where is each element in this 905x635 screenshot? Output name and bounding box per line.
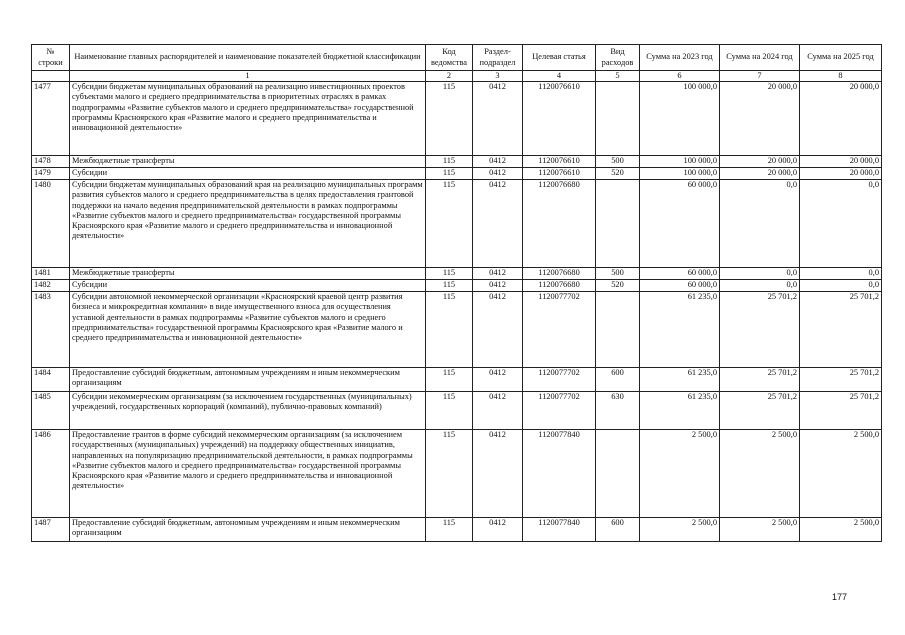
row-section: 0412 <box>473 82 523 156</box>
row-target: 1120077702 <box>523 292 596 368</box>
row-amount-2025: 0,0 <box>800 180 882 268</box>
row-name: Предоставление субсидий бюджетным, автономным учреждениям и иным некоммерческим организациям <box>70 368 426 392</box>
row-amount-2023: 2 500,0 <box>640 518 720 542</box>
row-number: 1481 <box>32 268 70 280</box>
row-amount-2025: 0,0 <box>800 268 882 280</box>
row-amount-2025: 25 701,2 <box>800 392 882 430</box>
row-amount-2023: 61 235,0 <box>640 292 720 368</box>
col-number: 2 <box>426 71 473 82</box>
row-dept: 115 <box>426 156 473 168</box>
row-number: 1487 <box>32 518 70 542</box>
header-dept: Код ведомства <box>426 45 473 71</box>
row-amount-2023: 60 000,0 <box>640 268 720 280</box>
row-exptype: 630 <box>596 392 640 430</box>
table-row <box>32 430 882 518</box>
row-target: 1120076680 <box>523 180 596 268</box>
row-dept: 115 <box>426 292 473 368</box>
table-row <box>32 156 882 168</box>
row-amount-2024: 20 000,0 <box>720 156 800 168</box>
row-exptype: 500 <box>596 156 640 168</box>
row-amount-2023: 60 000,0 <box>640 180 720 268</box>
row-section: 0412 <box>473 168 523 180</box>
row-target: 1120076610 <box>523 82 596 156</box>
row-exptype <box>596 430 640 518</box>
row-number: 1483 <box>32 292 70 368</box>
row-name: Предоставление субсидий бюджетным, автономным учреждениям и иным некоммерческим организациям <box>70 518 426 542</box>
row-exptype <box>596 292 640 368</box>
row-section: 0412 <box>473 180 523 268</box>
row-target: 1120076680 <box>523 280 596 292</box>
row-dept: 115 <box>426 392 473 430</box>
row-number: 1486 <box>32 430 70 518</box>
row-target: 1120077840 <box>523 430 596 518</box>
row-name: Межбюджетные трансферты <box>70 268 426 280</box>
row-amount-2023: 61 235,0 <box>640 392 720 430</box>
row-exptype: 520 <box>596 280 640 292</box>
header-2023: Сумма на 2023 год <box>640 45 720 71</box>
row-amount-2025: 20 000,0 <box>800 156 882 168</box>
col-number: 1 <box>70 71 426 82</box>
table-row <box>32 518 882 542</box>
row-exptype: 600 <box>596 368 640 392</box>
row-amount-2025: 20 000,0 <box>800 82 882 156</box>
row-number: 1485 <box>32 392 70 430</box>
table-row <box>32 368 882 392</box>
header-2025: Сумма на 2025 год <box>800 45 882 71</box>
row-dept: 115 <box>426 82 473 156</box>
row-amount-2023: 60 000,0 <box>640 280 720 292</box>
row-dept: 115 <box>426 268 473 280</box>
row-exptype <box>596 180 640 268</box>
col-number <box>32 71 70 82</box>
row-amount-2023: 2 500,0 <box>640 430 720 518</box>
row-amount-2024: 0,0 <box>720 280 800 292</box>
row-exptype: 600 <box>596 518 640 542</box>
row-amount-2025: 25 701,2 <box>800 292 882 368</box>
row-section: 0412 <box>473 292 523 368</box>
row-name: Субсидии автономной некоммерческой организации «Красноярский краевой центр развития бизнеса и микрокредитная компания» в виде имущественного взноса для осуществления уставной деятельности в рамках подпрограммы «Развитие субъектов малого и среднего предпринимательства» государственной программы Красноярского края «Развитие малого и среднего предпринимательства и инновационной деятельности» <box>70 292 426 368</box>
row-name: Предоставление грантов в форме субсидий некоммерческим организациям (за исключением государственных (муниципальных) учреждений) на поддержку общественных инициатив, направленных на популяризацию предпринимательской деятельности, в рамках подпрограммы «Развитие субъектов малого и среднего предпринимательства» государственной программы Красноярского края «Развитие малого и среднего предпринимательства и инновационной деятельности» <box>70 430 426 518</box>
header-num: № строки <box>32 45 70 71</box>
row-amount-2023: 100 000,0 <box>640 168 720 180</box>
header-exptype: Вид расходов <box>596 45 640 71</box>
table-row <box>32 168 882 180</box>
row-number: 1484 <box>32 368 70 392</box>
row-amount-2025: 0,0 <box>800 280 882 292</box>
row-number: 1478 <box>32 156 70 168</box>
col-number: 6 <box>640 71 720 82</box>
row-dept: 115 <box>426 368 473 392</box>
row-section: 0412 <box>473 280 523 292</box>
col-number: 7 <box>720 71 800 82</box>
row-section: 0412 <box>473 518 523 542</box>
row-name: Субсидии некоммерческим организациям (за исключением государственных (муниципальных) учреждений, государственных корпораций (компаний), публично-правовых компаний) <box>70 392 426 430</box>
row-name: Субсидии <box>70 280 426 292</box>
row-section: 0412 <box>473 430 523 518</box>
col-number: 8 <box>800 71 882 82</box>
table-row <box>32 268 882 280</box>
header-section: Раздел-подраздел <box>473 45 523 71</box>
row-amount-2023: 61 235,0 <box>640 368 720 392</box>
row-amount-2023: 100 000,0 <box>640 156 720 168</box>
header-name: Наименование главных распорядителей и наименование показателей бюджетной классификации <box>70 45 426 71</box>
row-section: 0412 <box>473 156 523 168</box>
row-amount-2024: 2 500,0 <box>720 430 800 518</box>
row-number: 1479 <box>32 168 70 180</box>
row-name: Субсидии <box>70 168 426 180</box>
row-section: 0412 <box>473 368 523 392</box>
header-target: Целевая статья <box>523 45 596 71</box>
table-row <box>32 280 882 292</box>
row-target: 1120076610 <box>523 156 596 168</box>
row-amount-2024: 20 000,0 <box>720 168 800 180</box>
row-amount-2025: 2 500,0 <box>800 518 882 542</box>
table-row <box>32 392 882 430</box>
row-dept: 115 <box>426 518 473 542</box>
row-dept: 115 <box>426 168 473 180</box>
row-section: 0412 <box>473 392 523 430</box>
col-number: 5 <box>596 71 640 82</box>
row-amount-2025: 25 701,2 <box>800 368 882 392</box>
row-amount-2023: 100 000,0 <box>640 82 720 156</box>
row-amount-2025: 2 500,0 <box>800 430 882 518</box>
header-row <box>32 45 882 71</box>
row-dept: 115 <box>426 180 473 268</box>
col-number: 4 <box>523 71 596 82</box>
row-section: 0412 <box>473 268 523 280</box>
row-target: 1120077702 <box>523 392 596 430</box>
row-target: 1120076610 <box>523 168 596 180</box>
row-exptype: 500 <box>596 268 640 280</box>
row-number: 1482 <box>32 280 70 292</box>
row-exptype: 520 <box>596 168 640 180</box>
row-target: 1120077840 <box>523 518 596 542</box>
row-amount-2024: 20 000,0 <box>720 82 800 156</box>
table-body <box>32 82 882 542</box>
budget-table <box>31 44 882 542</box>
header-2024: Сумма на 2024 год <box>720 45 800 71</box>
row-name: Межбюджетные трансферты <box>70 156 426 168</box>
row-exptype <box>596 82 640 156</box>
row-number: 1477 <box>32 82 70 156</box>
table-row <box>32 292 882 368</box>
table-header <box>32 45 882 82</box>
col-number: 3 <box>473 71 523 82</box>
row-target: 1120077702 <box>523 368 596 392</box>
row-amount-2025: 20 000,0 <box>800 168 882 180</box>
table-row <box>32 82 882 156</box>
row-dept: 115 <box>426 280 473 292</box>
row-dept: 115 <box>426 430 473 518</box>
page-number: 177 <box>831 592 847 602</box>
row-amount-2024: 25 701,2 <box>720 292 800 368</box>
row-name: Субсидии бюджетам муниципальных образований края на реализацию муниципальных программ развития субъектов малого и среднего предпринимательства в целях предоставления грантовой поддержки на начало ведения предпринимательской деятельности в рамках подпрограммы «Развитие субъектов малого и среднего предпринимательства» государственной программы Красноярского края «Развитие малого и среднего предпринимательства и инновационной деятельности» <box>70 180 426 268</box>
row-amount-2024: 2 500,0 <box>720 518 800 542</box>
row-amount-2024: 25 701,2 <box>720 392 800 430</box>
row-amount-2024: 0,0 <box>720 268 800 280</box>
row-amount-2024: 0,0 <box>720 180 800 268</box>
row-amount-2024: 25 701,2 <box>720 368 800 392</box>
row-number: 1480 <box>32 180 70 268</box>
row-name: Субсидии бюджетам муниципальных образований на реализацию инвестиционных проектов субъектами малого и среднего предпринимательства в приоритетных отраслях в рамках подпрограммы «Развитие субъектов малого и среднего предпринимательства» государственной программы Красноярского края «Развитие малого и среднего предпринимательства и инновационной деятельности» <box>70 82 426 156</box>
row-target: 1120076680 <box>523 268 596 280</box>
column-number-row <box>32 71 882 82</box>
table-row <box>32 180 882 268</box>
